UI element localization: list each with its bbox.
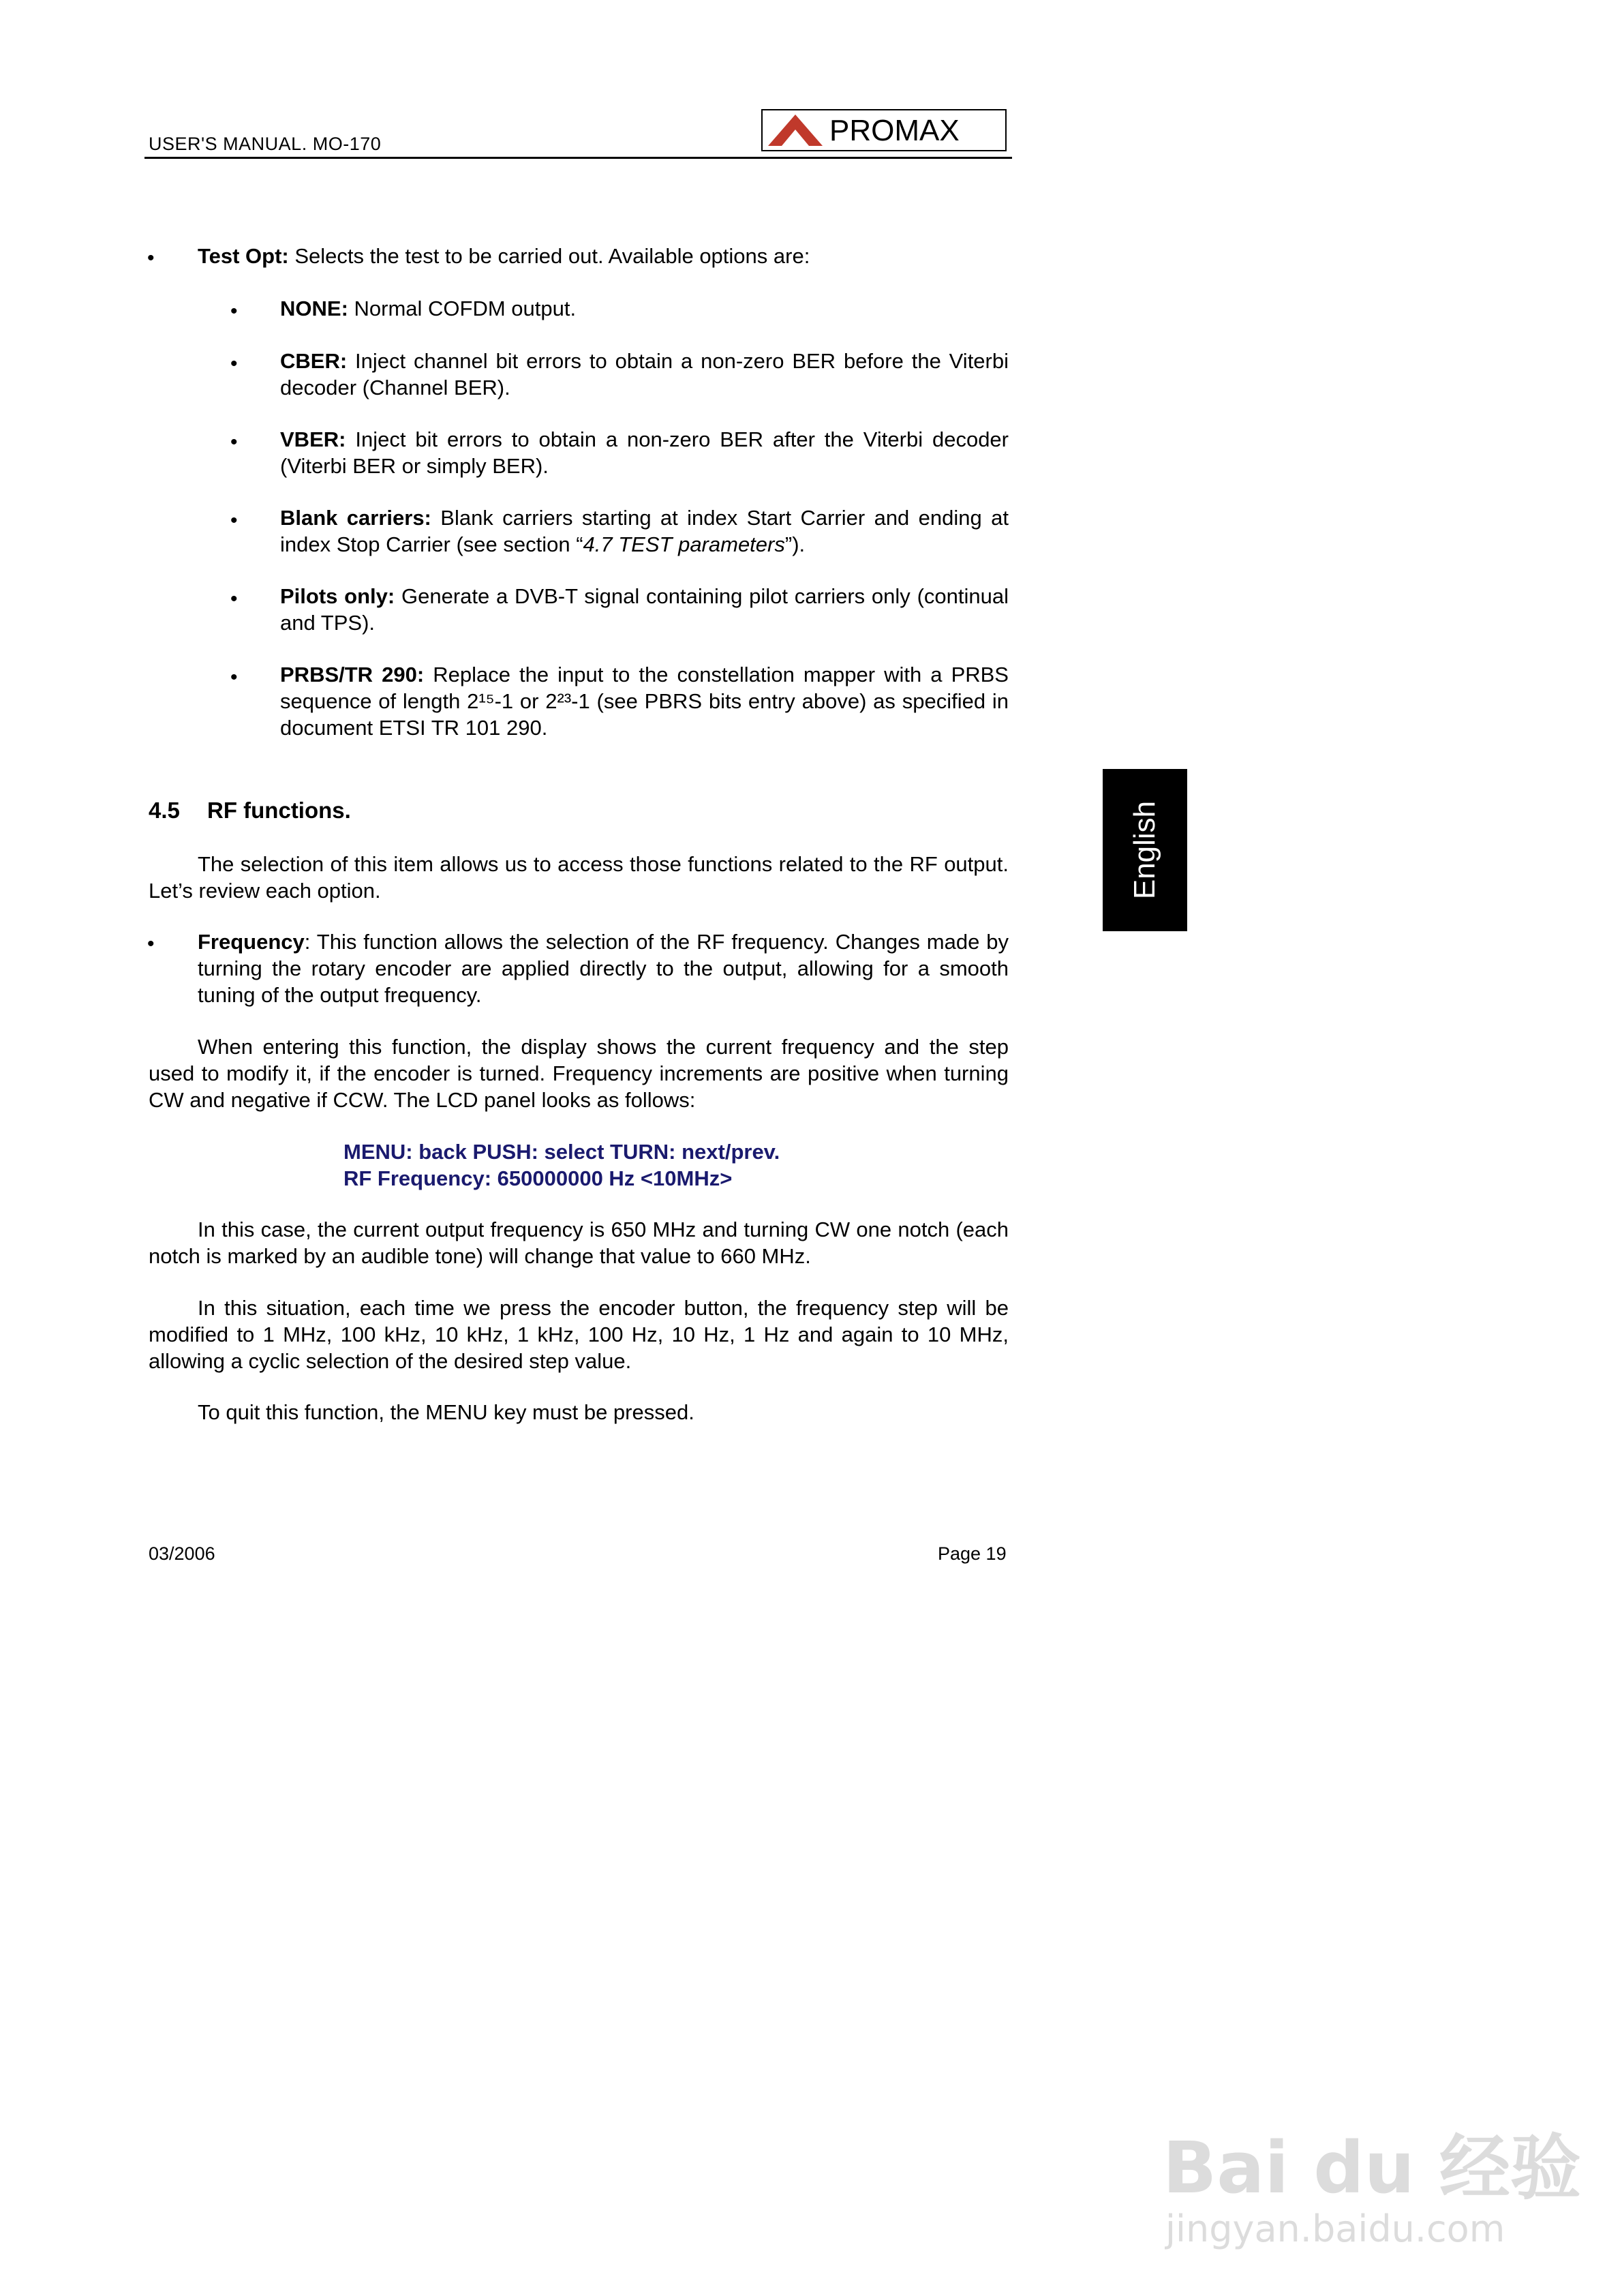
language-tab: [1103, 769, 1187, 931]
quit-paragraph: To quit this function, the MENU key must be pressed.: [198, 1400, 694, 1424]
logo-text: PROMAX: [829, 114, 960, 147]
bullet-icon: •: [230, 431, 238, 453]
situation-paragraph: In this situation, each time we press the encoder button, the frequency step will be modified to 1 MHz, 100 kHz, 10 kHz, 1 kHz, 100 Hz, 10 Hz, 1 Hz and again to 10 MHz, allowing a cyclic selection of the desired step value.: [149, 1296, 1009, 1373]
frequency-text: : This function allows the selection of the RF frequency. Changes made by turning the rotary encoder are applied directly to the output, allowing for a smooth tuning of the output frequency.: [198, 930, 1009, 1007]
section-number: 4.5: [149, 798, 180, 823]
frequency-item: [198, 928, 1009, 1008]
footer-page: Page 19: [938, 1543, 1007, 1564]
language-tab-label: English: [1128, 800, 1161, 900]
option-none: NONE: Normal COFDM output.: [280, 297, 577, 320]
section-reference: 4.7 TEST parameters: [583, 532, 785, 556]
frequency-label: Frequency: [198, 930, 305, 954]
bullet-icon: •: [230, 588, 238, 610]
intro-paragraph: The selection of this item allows us to access those functions related to the RF output. Let’s review each option.: [149, 852, 1009, 903]
lcd-line-2: RF Frequency: 650000000 Hz <10MHz>: [343, 1166, 733, 1190]
test-opt-text: Selects the test to be carried out. Available options are:: [288, 244, 810, 268]
test-opt-item: [198, 243, 1009, 269]
option-pilots-only: Pilots only: Generate a DVB-T signal containing pilot carriers only (continual and TPS).: [280, 584, 1009, 635]
option-blank-carriers: Blank carriers: Blank carriers starting at index Start Carrier and ending at index Stop Carrier (see section “4.7 TEST parameters”).: [280, 506, 1009, 556]
manual-title: USER'S MANUAL. MO-170: [149, 134, 382, 154]
footer-date: 03/2006: [149, 1543, 215, 1564]
header-rule: [144, 157, 1012, 159]
bullet-icon: •: [230, 300, 238, 322]
bullet-icon: •: [147, 247, 155, 269]
bullet-icon: •: [230, 352, 238, 375]
lcd-line-1: MENU: back PUSH: select TURN: next/prev.: [343, 1140, 780, 1164]
case-paragraph: In this case, the current output frequency is 650 MHz and turning CW one notch (each notch is marked by an audible tone) will change that value to 660 MHz.: [149, 1218, 1009, 1268]
promax-logo: [761, 109, 1007, 151]
bullet-icon: •: [147, 933, 155, 955]
baidu-watermark: Bai du 经验: [1163, 2126, 1581, 2209]
test-opt-label: Test Opt:: [198, 244, 289, 268]
bullet-icon: •: [230, 666, 238, 689]
option-cber: CBER: Inject channel bit errors to obtain a non-zero BER before the Viterbi decoder (Channel BER).: [280, 349, 1009, 399]
option-vber: VBER: Inject bit errors to obtain a non-zero BER after the Viterbi decoder (Viterbi BER or simply BER).: [280, 427, 1009, 478]
option-prbs: PRBS/TR 290: Replace the input to the constellation mapper with a PRBS sequence of length 2¹⁵-1 or 2²³-1 (see PBRS bits entry above) as specified in document ETSI TR 101 290.: [280, 663, 1009, 740]
baidu-watermark-url: jingyan.baidu.com: [1165, 2207, 1505, 2250]
section-title: RF functions.: [207, 798, 351, 823]
bullet-icon: •: [230, 509, 238, 532]
entering-paragraph: When entering this function, the display shows the current frequency and the step used to modify it, if the encoder is turned. Frequency increments are positive when turning CW and negative if CCW. The LCD panel looks as follows:: [149, 1035, 1009, 1112]
